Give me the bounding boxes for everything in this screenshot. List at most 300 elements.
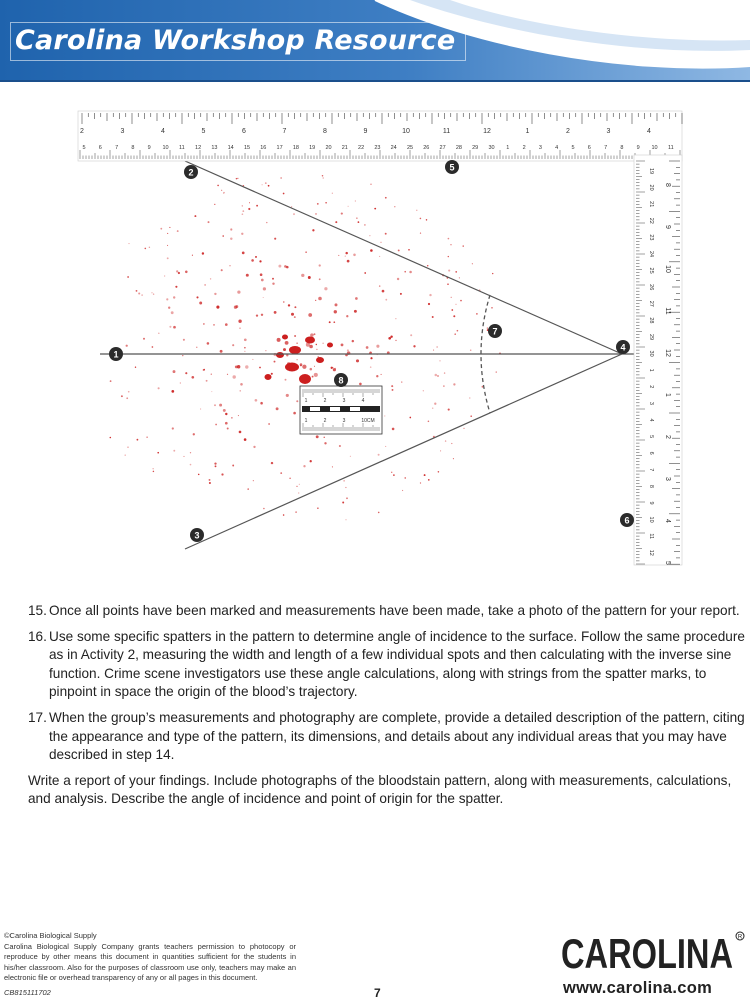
carolina-logo bbox=[561, 930, 745, 972]
blood-drop bbox=[432, 316, 434, 318]
blood-drop bbox=[370, 184, 371, 185]
blood-drop bbox=[358, 221, 360, 223]
blood-drop bbox=[382, 290, 385, 293]
blood-drop bbox=[322, 343, 323, 344]
ruler-label: 7 bbox=[604, 145, 608, 151]
blood-drop bbox=[259, 260, 261, 262]
blood-drop bbox=[110, 380, 112, 382]
blood-drop bbox=[221, 473, 223, 475]
blood-drop bbox=[232, 465, 234, 467]
step-text: Once all points have been marked and measurements have been made, take a photo of the pattern for your report. bbox=[49, 603, 740, 618]
blood-drop bbox=[143, 338, 145, 340]
blood-drop bbox=[448, 256, 449, 257]
blood-drop bbox=[385, 446, 386, 447]
ruler-label: 11 bbox=[648, 533, 654, 540]
blood-drop bbox=[317, 508, 318, 509]
blood-drop bbox=[229, 265, 230, 266]
blood-drop bbox=[356, 217, 357, 218]
blood-drop bbox=[225, 422, 228, 425]
step-item bbox=[28, 709, 748, 765]
blood-drop bbox=[289, 477, 291, 479]
blood-drop bbox=[239, 327, 241, 329]
blood-drop bbox=[152, 346, 154, 348]
ruler-label: 3 bbox=[538, 145, 542, 151]
instructions-section bbox=[28, 602, 748, 809]
marker-7 bbox=[488, 324, 502, 338]
ruler-label: 10 bbox=[648, 516, 654, 523]
blood-drop bbox=[391, 472, 392, 473]
blood-drop bbox=[240, 390, 241, 391]
ruler-label: 5 bbox=[201, 128, 206, 135]
ruler-label: 7 bbox=[282, 128, 287, 135]
blood-drop bbox=[404, 271, 406, 273]
blood-drop bbox=[345, 252, 347, 254]
blood-drop bbox=[299, 484, 300, 485]
blood-drop bbox=[173, 296, 175, 298]
blood-drop bbox=[440, 360, 441, 361]
footer-copyright-block bbox=[4, 931, 296, 984]
blood-drop bbox=[272, 282, 274, 284]
ruler-label: 29 bbox=[648, 333, 654, 341]
blood-drop bbox=[157, 452, 159, 454]
ruler-label: 1 bbox=[648, 368, 654, 372]
blood-drop bbox=[451, 443, 452, 444]
blood-drop bbox=[317, 203, 319, 205]
blood-drop bbox=[432, 407, 433, 408]
blood-drop bbox=[216, 306, 219, 309]
ruler-label: 5 bbox=[648, 435, 654, 439]
step-text: When the group’s measurements and photography are complete, provide a detailed description of the pattern, citing the appearance and type of the pattern, its dimensions, and details about any individual areas that you may have described in step 14. bbox=[49, 709, 745, 763]
blood-drop bbox=[444, 372, 445, 373]
ruler-label: 8 bbox=[131, 145, 135, 151]
blood-drop bbox=[190, 464, 192, 466]
blood-drop bbox=[211, 391, 212, 392]
blood-drop bbox=[239, 431, 242, 434]
blood-drop bbox=[153, 471, 155, 473]
marker-4 bbox=[616, 340, 630, 354]
header-title: Carolina Workshop Resource bbox=[10, 22, 466, 61]
blood-drop bbox=[315, 213, 317, 215]
blood-drop bbox=[271, 373, 273, 375]
blood-drop bbox=[158, 387, 160, 389]
blood-drop bbox=[378, 454, 380, 456]
blood-drop bbox=[391, 385, 393, 387]
marker-8 bbox=[334, 373, 348, 387]
blood-drop bbox=[222, 235, 224, 237]
blood-drop bbox=[209, 482, 211, 484]
blood-drop bbox=[220, 350, 223, 353]
blood-drop bbox=[379, 256, 380, 257]
blood-drop bbox=[476, 313, 478, 315]
blood-drop bbox=[185, 271, 188, 274]
blood-drop bbox=[255, 256, 257, 258]
blood-drop bbox=[135, 367, 136, 368]
blood-drop bbox=[324, 437, 325, 438]
blood-drop bbox=[268, 185, 270, 187]
blood-drop bbox=[400, 293, 402, 295]
blood-drop bbox=[455, 304, 456, 305]
blood-drop bbox=[392, 389, 394, 391]
blood-drop bbox=[420, 482, 421, 483]
blood-drop bbox=[294, 316, 296, 318]
blood-drop bbox=[384, 415, 385, 416]
blood-drop bbox=[168, 307, 170, 309]
blood-drop bbox=[318, 297, 322, 301]
blood-drop bbox=[310, 460, 312, 462]
blood-drop bbox=[470, 350, 471, 351]
blood-drop bbox=[303, 465, 305, 467]
blood-drop bbox=[249, 202, 250, 203]
blood-drop bbox=[136, 290, 138, 292]
marker-2 bbox=[184, 165, 198, 179]
ruler-label: 11 bbox=[442, 128, 451, 135]
blood-drop bbox=[271, 462, 273, 464]
blood-drop bbox=[310, 368, 313, 371]
card-label: 4 bbox=[361, 398, 365, 404]
blood-drop bbox=[263, 297, 264, 298]
blood-drop bbox=[176, 270, 178, 272]
blood-drop bbox=[285, 363, 299, 372]
ruler-label: 9 bbox=[636, 145, 640, 151]
ruler-label: 26 bbox=[423, 145, 430, 151]
blood-drop bbox=[294, 306, 296, 308]
blood-drop bbox=[470, 415, 472, 417]
step-number: 16. bbox=[28, 628, 47, 644]
blood-drop bbox=[282, 335, 288, 340]
blood-drop bbox=[215, 424, 217, 426]
blood-drop bbox=[385, 299, 387, 301]
blood-drop bbox=[354, 310, 357, 313]
blood-drop bbox=[167, 257, 169, 259]
blood-drop bbox=[121, 395, 123, 397]
ruler-label: 28 bbox=[455, 145, 462, 151]
blood-drop bbox=[183, 456, 184, 457]
blood-drop bbox=[437, 375, 439, 377]
blood-drop bbox=[440, 450, 441, 451]
ruler-label: 12 bbox=[648, 549, 654, 556]
ruler-label: 9 bbox=[147, 145, 151, 151]
ruler-label: 3 bbox=[606, 128, 611, 135]
blood-drop bbox=[242, 213, 244, 215]
blood-drop bbox=[355, 200, 356, 201]
blood-drop bbox=[296, 359, 297, 360]
blood-drop bbox=[172, 427, 174, 429]
blood-drop bbox=[416, 210, 417, 211]
blood-drop bbox=[369, 235, 370, 236]
blood-drop bbox=[496, 372, 497, 373]
blood-drop bbox=[305, 251, 307, 253]
blood-drop bbox=[405, 477, 406, 478]
blood-drop bbox=[409, 271, 412, 274]
blood-drop bbox=[214, 462, 216, 464]
blood-drop bbox=[128, 391, 130, 393]
ruler-label: 23 bbox=[374, 145, 381, 151]
ruler-label: 22 bbox=[358, 145, 365, 151]
blood-drop bbox=[256, 314, 258, 316]
blood-drop bbox=[217, 185, 219, 187]
blood-drop bbox=[332, 466, 333, 467]
blood-drop bbox=[329, 321, 331, 323]
blood-drop bbox=[160, 228, 162, 230]
blood-drop bbox=[346, 497, 348, 499]
ruler-label: 11 bbox=[667, 145, 674, 151]
blood-drop bbox=[293, 412, 296, 415]
blood-drop bbox=[214, 404, 216, 406]
blood-drop bbox=[274, 361, 276, 363]
blood-drop bbox=[203, 369, 205, 371]
blood-drop bbox=[316, 357, 324, 363]
ruler-label: 11 bbox=[664, 307, 671, 315]
blood-drop bbox=[352, 340, 354, 342]
blood-drop bbox=[231, 417, 232, 418]
ruler-label: 18 bbox=[292, 145, 299, 151]
card-label: 1 bbox=[304, 398, 308, 404]
blood-drop bbox=[190, 452, 191, 453]
blood-drop bbox=[198, 474, 200, 476]
blood-drop bbox=[280, 472, 282, 474]
report-paragraph: Write a report of your findings. Include photographs of the bloodstain pattern, along with measurements, calculations, and analysis. Describe the angle of incidence and point of origin for the spatter. bbox=[28, 772, 732, 807]
blood-drop bbox=[255, 399, 258, 402]
blood-drop bbox=[364, 272, 366, 274]
ruler-label: 25 bbox=[406, 145, 414, 151]
card-label: 2 bbox=[323, 418, 327, 424]
blood-drop bbox=[296, 343, 297, 344]
blood-drop bbox=[335, 221, 337, 223]
blood-drop bbox=[380, 242, 381, 243]
blood-drop bbox=[348, 206, 349, 207]
blood-drop bbox=[244, 438, 247, 441]
blood-drop bbox=[223, 409, 226, 412]
blood-drop bbox=[424, 474, 426, 476]
ruler-label: 10 bbox=[664, 265, 671, 273]
blood-drop bbox=[370, 366, 372, 368]
ruler-label: 7 bbox=[115, 145, 119, 151]
ruler-label: 4 bbox=[664, 519, 671, 523]
blood-drop bbox=[314, 333, 316, 335]
blood-drop bbox=[240, 383, 243, 386]
blood-drop bbox=[141, 294, 142, 295]
blood-drop bbox=[342, 502, 344, 504]
blood-drop bbox=[235, 305, 238, 308]
blood-drop bbox=[237, 365, 241, 369]
blood-drop bbox=[146, 437, 147, 438]
blood-drop bbox=[180, 382, 181, 383]
blood-drop bbox=[438, 471, 440, 473]
blood-drop bbox=[398, 249, 400, 251]
blood-drop bbox=[294, 335, 296, 337]
blood-drop bbox=[192, 255, 193, 256]
blood-drop bbox=[281, 177, 282, 178]
blood-drop bbox=[202, 252, 204, 254]
ruler-label: 20 bbox=[325, 145, 332, 151]
header-banner bbox=[0, 0, 750, 82]
blood-drop bbox=[191, 376, 194, 379]
ruler-label: 2 bbox=[522, 145, 526, 151]
ruler-label: 21 bbox=[341, 145, 348, 151]
blood-drop bbox=[334, 310, 337, 313]
blood-drop bbox=[110, 437, 112, 439]
blood-drop bbox=[345, 519, 346, 520]
blood-drop bbox=[248, 208, 250, 210]
blood-drop bbox=[194, 215, 196, 217]
blood-drop bbox=[286, 394, 289, 397]
blood-drop bbox=[376, 375, 378, 377]
blood-drop bbox=[285, 341, 289, 345]
blood-drop bbox=[393, 474, 395, 476]
card-label: 10CM bbox=[361, 418, 375, 424]
marker-label: 5 bbox=[449, 162, 455, 173]
ruler-label: 8 bbox=[648, 484, 654, 488]
ruler-label: 12 bbox=[664, 349, 671, 357]
blood-drop bbox=[491, 307, 493, 309]
blood-drop bbox=[378, 512, 380, 514]
ruler-label: 2 bbox=[664, 435, 671, 439]
right-ruler bbox=[634, 155, 682, 565]
ruler-label: 19 bbox=[309, 145, 316, 151]
page-number: 7 bbox=[374, 986, 381, 1000]
ruler-label: 15 bbox=[243, 145, 251, 151]
blood-drop bbox=[127, 446, 129, 448]
blood-drop bbox=[335, 303, 338, 306]
ruler-label: 3 bbox=[120, 128, 125, 135]
blood-drop bbox=[463, 245, 464, 246]
blood-drop bbox=[345, 487, 346, 488]
blood-drop bbox=[127, 276, 129, 278]
blood-drop bbox=[433, 350, 434, 351]
blood-drop bbox=[338, 255, 339, 256]
blood-drop bbox=[463, 428, 464, 429]
blood-drop bbox=[178, 272, 180, 274]
card-label: 2 bbox=[323, 398, 327, 404]
marker-1 bbox=[109, 347, 123, 361]
blood-drop bbox=[286, 266, 289, 269]
blood-drop bbox=[223, 192, 224, 193]
blood-drop bbox=[221, 190, 222, 191]
blood-drop bbox=[319, 264, 321, 266]
blood-drop bbox=[169, 326, 171, 328]
scale-card bbox=[300, 386, 382, 434]
blood-drop bbox=[214, 293, 216, 295]
blood-drop bbox=[265, 350, 266, 351]
blood-drop bbox=[242, 210, 244, 212]
ruler-label: 30 bbox=[488, 145, 495, 151]
blood-drop bbox=[260, 402, 263, 405]
blood-drop bbox=[316, 344, 317, 345]
blood-drop bbox=[137, 439, 139, 441]
ruler-label: 3 bbox=[664, 477, 671, 481]
blood-drop bbox=[247, 488, 249, 490]
blood-drop bbox=[253, 446, 255, 448]
blood-drop bbox=[244, 351, 245, 352]
blood-drop bbox=[219, 404, 222, 407]
blood-drop bbox=[451, 309, 453, 311]
blood-drop bbox=[227, 428, 229, 430]
blood-drop bbox=[289, 346, 301, 354]
bloodstain-figure bbox=[70, 105, 690, 570]
ruler-label: 6 bbox=[648, 451, 654, 455]
blood-drop bbox=[153, 293, 154, 294]
blood-drop bbox=[355, 297, 358, 300]
blood-drop bbox=[173, 370, 176, 373]
ruler-label: 2 bbox=[566, 128, 570, 135]
blood-drop bbox=[341, 213, 343, 215]
blood-drop bbox=[472, 263, 473, 264]
card-label: 3 bbox=[342, 418, 346, 424]
blood-drop bbox=[359, 383, 362, 386]
blood-drop bbox=[346, 315, 348, 317]
blood-drop bbox=[448, 270, 450, 272]
blood-drop bbox=[253, 480, 254, 481]
blood-drop bbox=[173, 326, 176, 329]
blood-drop bbox=[299, 374, 311, 384]
blood-drop bbox=[408, 249, 410, 251]
blood-drop bbox=[343, 480, 344, 481]
blood-drop bbox=[454, 333, 456, 335]
ruler-label: 11 bbox=[178, 145, 185, 151]
blood-drop bbox=[301, 274, 304, 277]
blood-drop bbox=[210, 278, 211, 279]
blood-drop bbox=[276, 407, 279, 410]
blood-drop bbox=[128, 243, 129, 244]
blood-drop bbox=[308, 276, 311, 279]
ruler-label: 24 bbox=[648, 250, 654, 258]
blood-drop bbox=[302, 365, 306, 369]
ruler-label: 1 bbox=[664, 393, 671, 397]
blood-drop bbox=[244, 347, 246, 349]
copyright-text: ©Carolina Biological Supply bbox=[4, 931, 97, 940]
marker-6 bbox=[620, 513, 634, 527]
blood-drop bbox=[316, 435, 319, 438]
blood-drop bbox=[460, 300, 462, 302]
blood-drop bbox=[245, 365, 248, 368]
ruler-label: 5 bbox=[82, 145, 86, 151]
blood-drop bbox=[256, 205, 258, 207]
blood-drop bbox=[429, 294, 431, 296]
blood-drop bbox=[333, 368, 336, 371]
ruler-label: 6 bbox=[98, 145, 102, 151]
blood-drop bbox=[347, 349, 349, 351]
ruler-label: 16 bbox=[260, 145, 267, 151]
svg-text:R: R bbox=[737, 934, 743, 941]
blood-drop bbox=[237, 290, 240, 293]
blood-drop bbox=[167, 245, 168, 246]
blood-drop bbox=[410, 334, 412, 336]
ruler-label: 10 bbox=[402, 128, 410, 135]
blood-drop bbox=[266, 222, 267, 223]
ruler-label: 26 bbox=[648, 284, 654, 291]
blood-drop bbox=[392, 428, 395, 431]
blood-drop bbox=[144, 248, 146, 250]
step-number: 17. bbox=[28, 709, 47, 725]
blood-drop bbox=[164, 275, 165, 276]
blood-drop bbox=[457, 330, 459, 332]
blood-drop bbox=[225, 413, 227, 415]
legal-text: Carolina Biological Supply Company grants teachers permission to photocopy or reproduce by other means this document in quantities sufficient for the students in his/her classroom. Also for the purposes of classroom use only, teachers may make an electronic file or overhead transparency of any or all pages in this document. bbox=[4, 941, 296, 983]
ruler-label: 6 bbox=[242, 128, 246, 135]
blood-drop bbox=[374, 208, 376, 210]
blood-drop bbox=[213, 324, 215, 326]
blood-drop bbox=[435, 374, 438, 377]
blood-drop bbox=[305, 337, 315, 344]
ruler-label: 7 bbox=[648, 468, 654, 472]
blood-drop bbox=[394, 206, 395, 207]
blood-drop bbox=[263, 508, 265, 510]
blood-drop bbox=[209, 479, 211, 481]
ruler-label: 17 bbox=[276, 145, 283, 151]
blood-drop bbox=[291, 206, 292, 207]
blood-drop bbox=[246, 274, 249, 277]
ruler-label: 23 bbox=[648, 234, 654, 241]
